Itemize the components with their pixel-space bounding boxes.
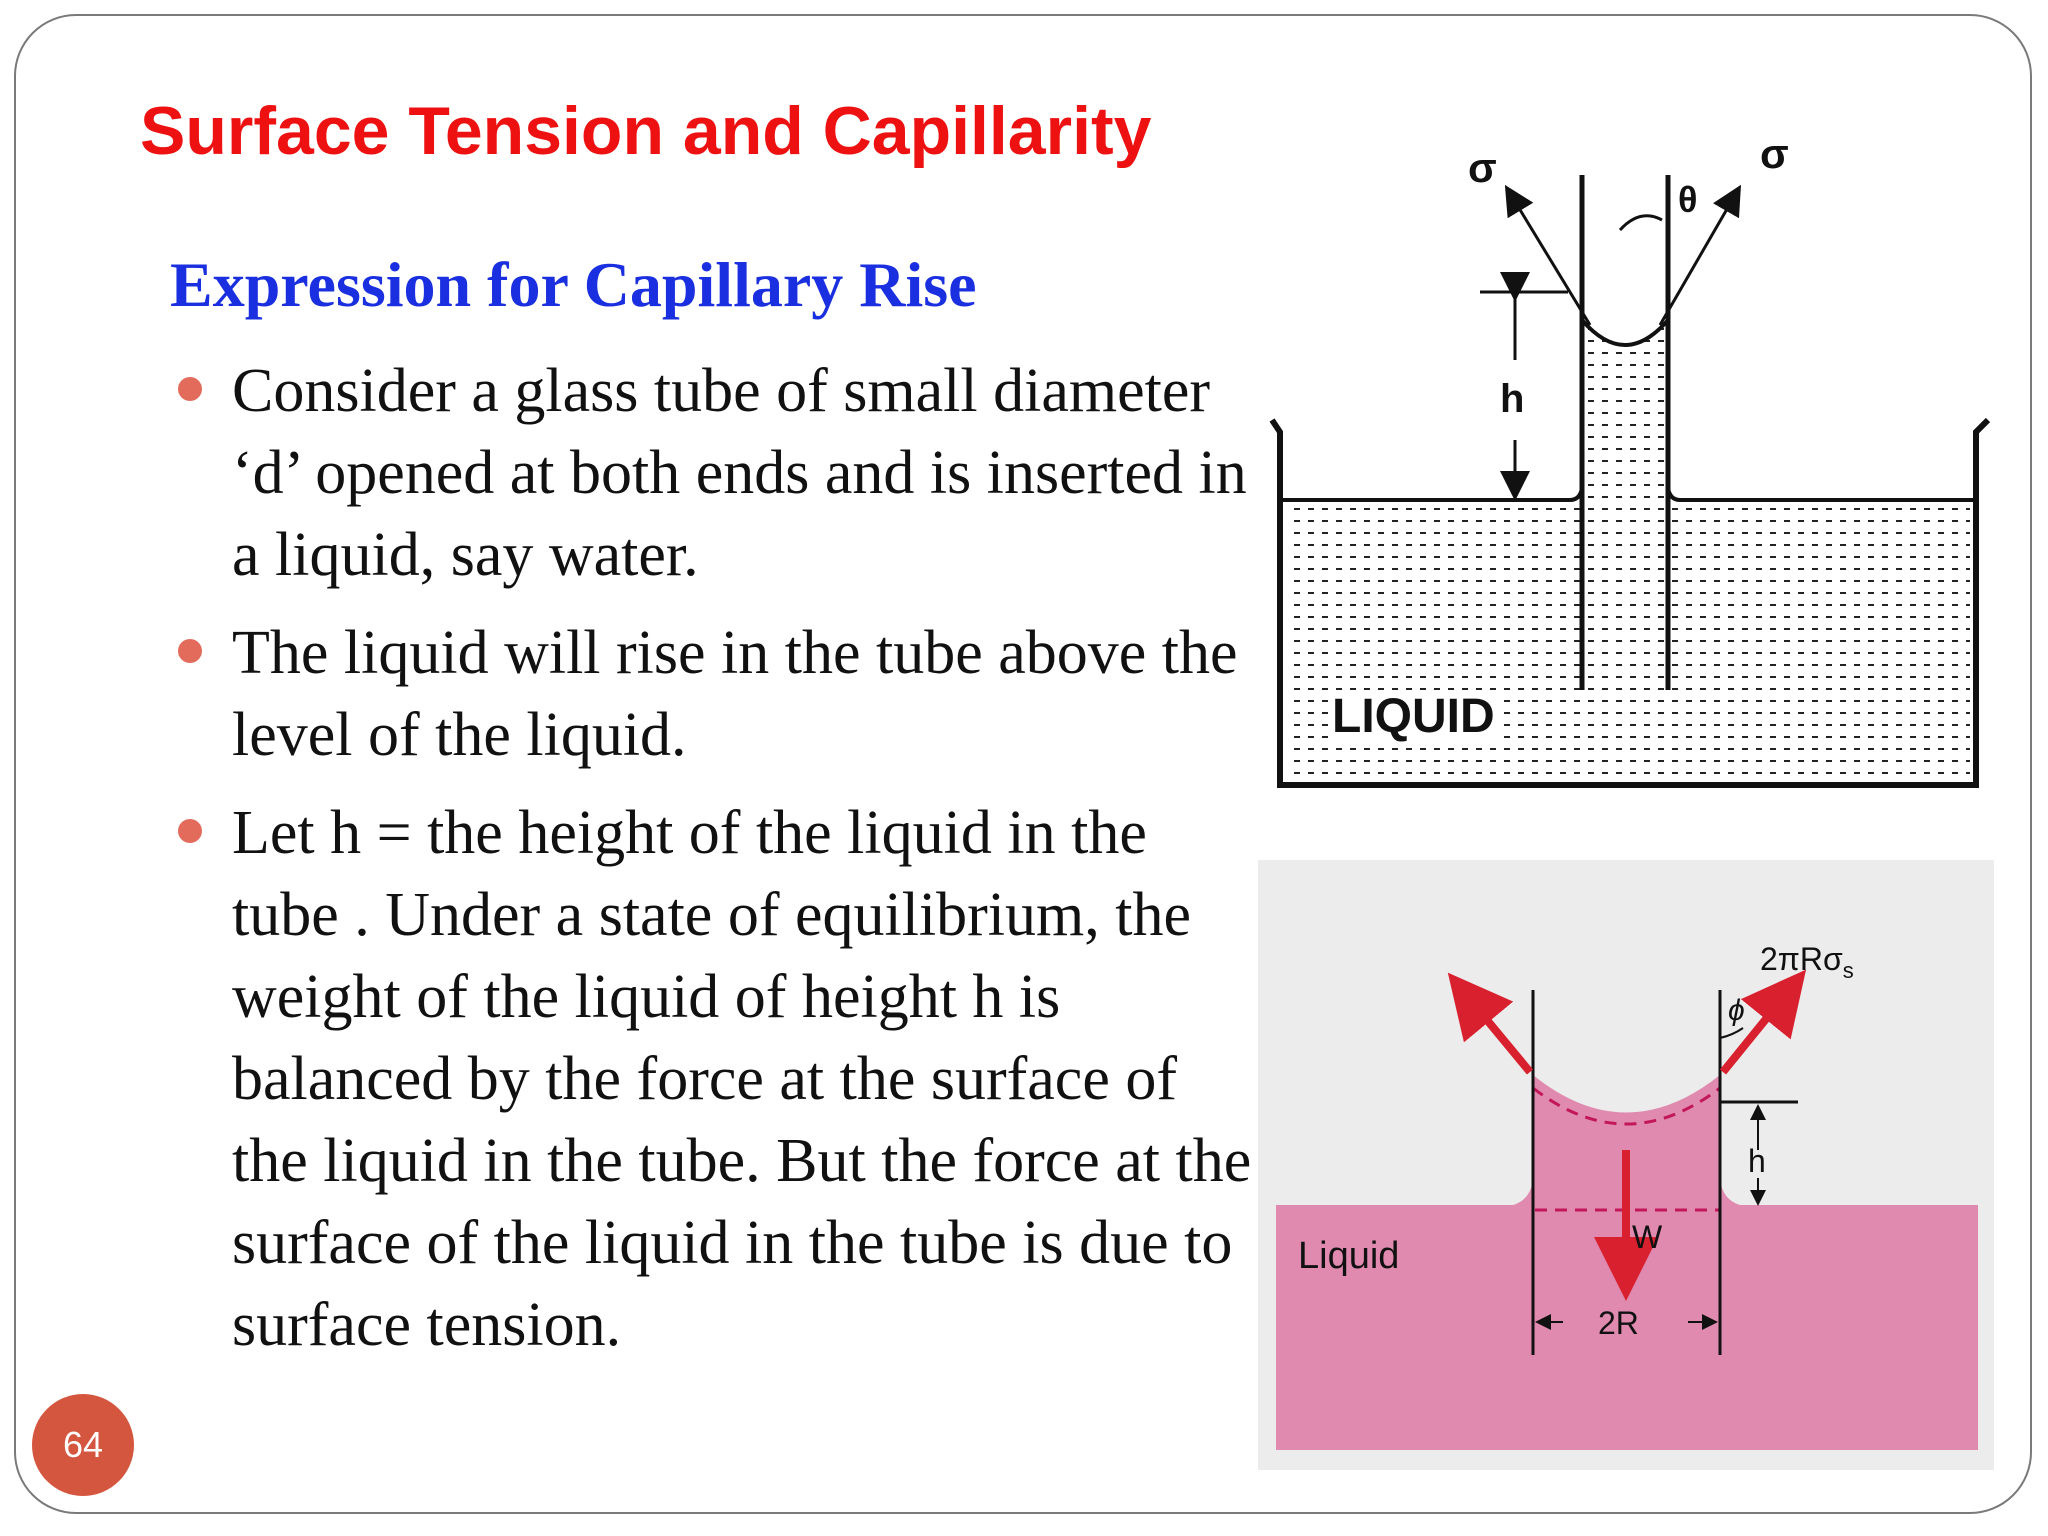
force-label-main: 2πRσ	[1760, 941, 1843, 977]
liquid-label: Liquid	[1298, 1235, 1400, 1277]
bullet-item	[172, 612, 1252, 776]
sigma-right-label: σ	[1760, 130, 1789, 177]
theta-label: θ	[1678, 179, 1698, 220]
bullet-item	[172, 350, 1252, 596]
bullet-item	[172, 792, 1252, 1366]
tube-liquid-column	[1582, 320, 1668, 780]
height-label: h	[1748, 1143, 1766, 1179]
phi-label: ϕ	[1728, 994, 1745, 1027]
height-label: h	[1500, 377, 1525, 421]
force-label	[1760, 941, 1854, 983]
bullet-text: Let h = the height of the liquid in the tube . Under a state of equilibrium, the weight of the liquid of height h is balanced by the force at the surface of the liquid in the tube. But the force at the surface of the liquid in the tube is due to surface tension.	[232, 799, 1252, 1359]
bullet-dot-icon	[178, 639, 202, 663]
vessel-liquid	[1668, 490, 1970, 780]
weight-label: W	[1632, 1219, 1663, 1255]
bullet-text: The liquid will rise in the tube above the level of the liquid.	[232, 619, 1238, 769]
section-subtitle: Expression for Capillary Rise	[170, 249, 977, 320]
force-balance-diagram	[1258, 860, 1994, 1470]
bullet-list	[172, 350, 1252, 1382]
page-number-badge: 64	[32, 1394, 134, 1496]
capillary-rise-diagram	[1250, 120, 2010, 820]
bullet-text: Consider a glass tube of small diameter ‘d’ opened at both ends and is inserted in a liquid, say water.	[232, 357, 1247, 589]
sigma-left-label: σ	[1468, 144, 1497, 191]
slide-title: Surface Tension and Capillarity	[140, 93, 1152, 169]
bullet-dot-icon	[178, 819, 202, 843]
force-label-sub: s	[1842, 958, 1854, 983]
bullet-dot-icon	[178, 377, 202, 401]
radius-label: 2R	[1598, 1305, 1639, 1341]
liquid-label: LIQUID	[1332, 690, 1495, 743]
